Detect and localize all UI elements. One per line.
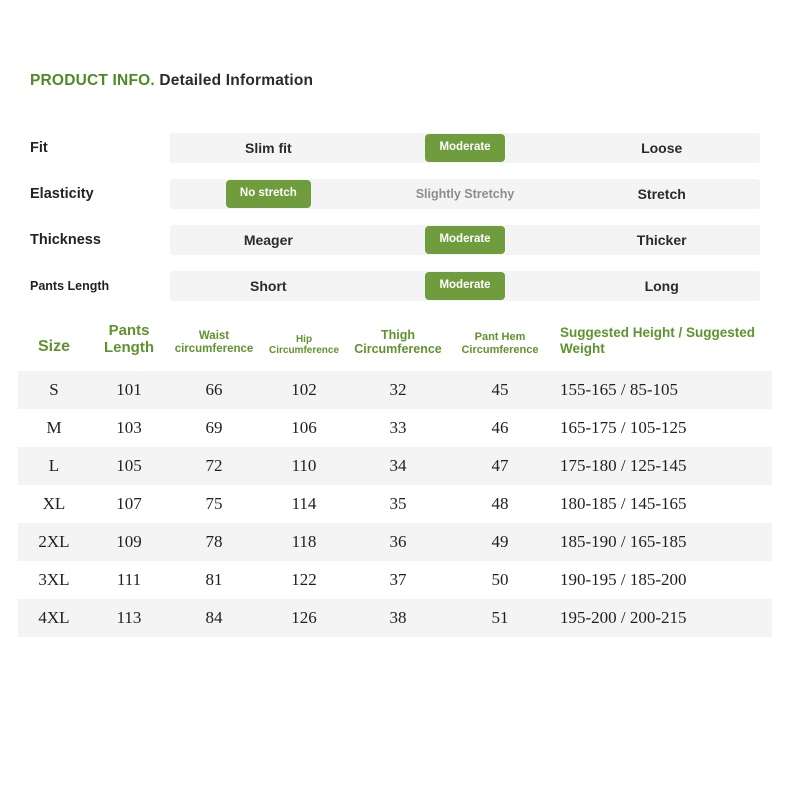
cell-hip: 122 [260,561,348,599]
attribute-label-fit: Fit [30,140,48,156]
attribute-option-fit-loose[interactable]: Loose [641,140,683,156]
cell-pants-length: 101 [90,371,168,409]
attribute-label-elasticity: Elasticity [30,186,94,202]
column-header-thigh-circumference: Thigh Circumference [354,327,442,357]
cell-thigh: 35 [348,485,448,523]
attribute-label-thickness: Thickness [30,232,101,248]
cell-thigh: 38 [348,599,448,637]
cell-pants-length: 111 [90,561,168,599]
attribute-option-thickness-moderate[interactable] [367,226,564,254]
attribute-options-pants-length [170,270,760,302]
attribute-option-thickness-thicker[interactable]: Thicker [636,232,687,248]
attribute-option-pants-length-long[interactable]: Long [644,278,679,294]
cell-thigh: 34 [348,447,448,485]
page-title-prefix: PRODUCT INFO. [30,72,155,89]
cell-waist: 75 [168,485,260,523]
cell-pants-length: 105 [90,447,168,485]
attribute-label-pants-length: Pants Length [30,279,110,293]
size-chart-header-row [18,322,772,371]
attribute-option-fit-slim[interactable]: Slim fit [245,140,292,156]
table-row [18,599,772,637]
table-row [18,485,772,523]
cell-suggested: 190-195 / 185-200 [552,561,772,599]
cell-suggested: 175-180 / 125-145 [552,447,772,485]
cell-hem: 50 [448,561,552,599]
attribute-option-chip: Moderate [425,272,504,300]
cell-size: S [18,371,90,409]
cell-thigh: 33 [348,409,448,447]
column-header-suggested-height-weight: Suggested Height / Suggested Weight [560,325,756,356]
cell-suggested: 180-185 / 145-165 [552,485,772,523]
attribute-option-chip: Moderate [425,226,504,254]
cell-size: XL [18,485,90,523]
attribute-option-fit-moderate[interactable] [367,134,564,162]
cell-thigh: 32 [348,371,448,409]
column-header-pants-length: Pants Length [104,322,154,357]
size-chart-table [18,322,772,637]
cell-waist: 81 [168,561,260,599]
attribute-row-elasticity [30,171,760,217]
cell-hip: 118 [260,523,348,561]
table-row [18,561,772,599]
cell-hem: 48 [448,485,552,523]
cell-pants-length: 107 [90,485,168,523]
cell-waist: 78 [168,523,260,561]
table-row [18,447,772,485]
cell-waist: 84 [168,599,260,637]
cell-suggested: 195-200 / 200-215 [552,599,772,637]
cell-size: L [18,447,90,485]
column-header-pant-hem-circumference: Pant Hem Circumference [461,331,539,356]
page-title-suffix: Detailed Information [154,72,314,89]
cell-size: 2XL [18,523,90,561]
cell-thigh: 37 [348,561,448,599]
cell-waist: 66 [168,371,260,409]
cell-hip: 114 [260,485,348,523]
cell-pants-length: 113 [90,599,168,637]
cell-thigh: 36 [348,523,448,561]
attribute-option-chip: No stretch [226,180,311,208]
table-row [18,523,772,561]
attribute-row-pants-length [30,263,760,309]
attribute-option-thickness-meager[interactable]: Meager [243,232,293,248]
cell-waist: 72 [168,447,260,485]
attribute-option-elasticity-stretch[interactable]: Stretch [637,186,686,202]
cell-hip: 102 [260,371,348,409]
attribute-option-chip: Moderate [425,134,504,162]
column-header-waist-circumference: Waist circumference [174,330,254,356]
cell-pants-length: 103 [90,409,168,447]
cell-hip: 110 [260,447,348,485]
attribute-row-thickness [30,217,760,263]
cell-hem: 51 [448,599,552,637]
cell-suggested: 155-165 / 85-105 [552,371,772,409]
cell-pants-length: 109 [90,523,168,561]
table-row [18,409,772,447]
cell-size: M [18,409,90,447]
cell-hem: 47 [448,447,552,485]
attribute-row-fit [30,125,760,171]
table-row [18,371,772,409]
cell-size: 4XL [18,599,90,637]
column-header-hip-circumference: Hip Circumference [268,333,340,356]
cell-hem: 45 [448,371,552,409]
cell-size: 3XL [18,561,90,599]
attribute-option-elasticity-no-stretch[interactable] [170,180,367,208]
attribute-option-pants-length-short[interactable]: Short [250,278,287,294]
page-title [30,72,313,90]
attribute-options-elasticity [170,178,760,210]
attribute-options-thickness [170,224,760,256]
attribute-list [30,125,760,309]
attribute-option-pants-length-moderate[interactable] [367,272,564,300]
column-header-size: Size [37,338,70,356]
cell-suggested: 165-175 / 105-125 [552,409,772,447]
cell-suggested: 185-190 / 165-185 [552,523,772,561]
cell-hem: 46 [448,409,552,447]
cell-waist: 69 [168,409,260,447]
cell-hip: 106 [260,409,348,447]
cell-hem: 49 [448,523,552,561]
attribute-options-fit [170,132,760,164]
attribute-option-elasticity-slightly[interactable]: Slightly Stretchy [415,187,515,201]
cell-hip: 126 [260,599,348,637]
